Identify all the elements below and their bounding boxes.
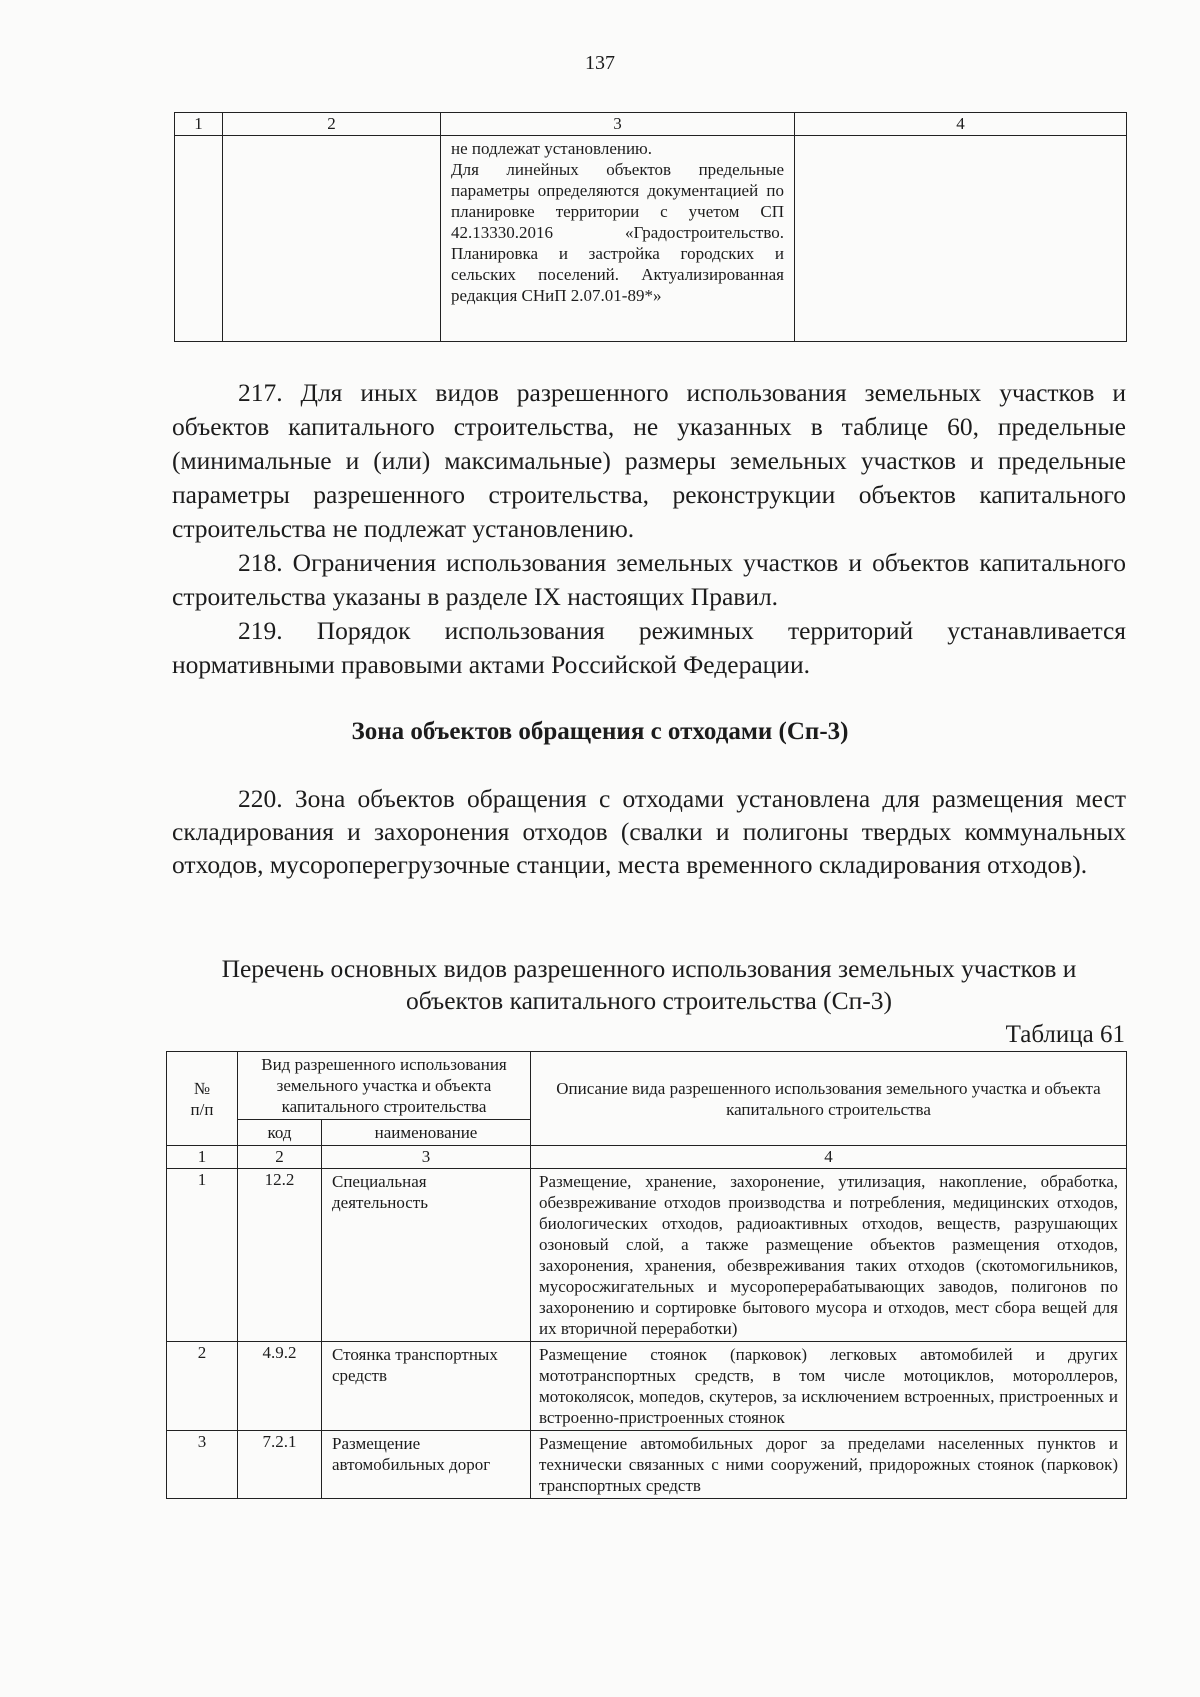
row-name: Размещение автомобильных дорог <box>322 1431 531 1499</box>
table-header-row <box>167 1052 1127 1120</box>
header-group: Вид разрешенного использования земельного участка и объекта капитального строительства <box>238 1052 531 1120</box>
row-description: Размещение автомобильных дорог за пределами населенных пунктов и технически связанных с ними сооружений, придорожных стоянок (парковок) транспортных средств <box>531 1431 1127 1499</box>
table-row <box>167 1431 1127 1499</box>
table-cell <box>223 136 441 342</box>
paragraph-218: 218. Ограничения использования земельных участков и объектов капитального строительства указаны в разделе IX настоящих Правил. <box>172 548 1126 611</box>
row-code: 7.2.1 <box>238 1431 322 1499</box>
list-title: Перечень основных видов разрешенного использования земельных участков и объектов капитального строительства (Сп-3) <box>221 954 1077 1015</box>
row-num: 2 <box>167 1342 238 1431</box>
col-number: 4 <box>795 113 1127 136</box>
col-number: 1 <box>167 1146 238 1169</box>
continuation-table <box>174 112 1127 342</box>
row-num: 3 <box>167 1431 238 1499</box>
row-num: 1 <box>167 1169 238 1342</box>
page-number: 137 <box>585 52 615 74</box>
header-num: № п/п <box>167 1052 238 1146</box>
header-description: Описание вида разрешенного использования земельного участка и объекта капитального строительства <box>531 1052 1127 1146</box>
col-number: 2 <box>238 1146 322 1169</box>
row-description: Размещение стоянок (парковок) легковых автомобилей и других мототранспортных средств, в том числе мотоциклов, мотороллеров, мотоколясок, мопедов, скутеров, за исключением встроенных, пристроенных и встроенно-пристроенных стоянок <box>531 1342 1127 1431</box>
table-column-numbers <box>167 1146 1127 1169</box>
table-61 <box>166 1051 1127 1499</box>
col-number: 1 <box>175 113 223 136</box>
col-number: 3 <box>322 1146 531 1169</box>
table-row <box>167 1342 1127 1431</box>
header-name: наименование <box>322 1120 531 1146</box>
table-row <box>175 136 1127 342</box>
row-code: 12.2 <box>238 1169 322 1342</box>
table-caption: Таблица 61 <box>1005 1021 1125 1048</box>
table-cell <box>175 136 223 342</box>
table-cell <box>441 136 795 342</box>
section-heading: Зона объектов обращения с отходами (Сп-3) <box>351 718 849 745</box>
paragraph-220: 220. Зона объектов обращения с отходами установлена для размещения мест складирования и захоронения отходов (свалки и полигоны твердых коммунальных отходов, мусороперегрузочные станции, места временного складирования отходов). <box>172 784 1126 879</box>
col-number: 4 <box>531 1146 1127 1169</box>
paragraph-219: 219. Порядок использования режимных территорий устанавливается нормативными правовыми актами Российской Федерации. <box>172 616 1126 679</box>
row-description: Размещение, хранение, захоронение, утилизация, накопление, обработка, обезвреживание отходов производства и потребления, медицинских отходов, биологических отходов, радиоактивных отходов, веществ, разрушающих озоновый слой, а также размещение объектов размещения отходов, захоронения, хранения, обезвреживания таких отходов (скотомогильников, мусоросжигательных и мусороперерабатывающих заводов, полигонов по захоронению и сортировке бытового мусора и отходов, мест сбора вещей для их вторичной переработки) <box>531 1169 1127 1342</box>
table-header-row <box>175 113 1127 136</box>
row-code: 4.9.2 <box>238 1342 322 1431</box>
col-number: 2 <box>223 113 441 136</box>
cell-line: Для линейных объектов предельные параметры определяются документацией по планировке территории с учетом СП 42.13330.2016 «Градостроительство. Планировка и застройка городских и сельских поселений. Актуализированная редакция СНиП 2.07.01-89*» <box>451 160 784 305</box>
cell-line: не подлежат установлению. <box>451 139 653 158</box>
table-cell <box>795 136 1127 342</box>
col-number: 3 <box>441 113 795 136</box>
row-name: Стоянка транспортных средств <box>322 1342 531 1431</box>
table-row <box>167 1169 1127 1342</box>
row-name: Специальная деятельность <box>322 1169 531 1342</box>
header-code: код <box>238 1120 322 1146</box>
paragraph-217: 217. Для иных видов разрешенного использования земельных участков и объектов капитального строительства, не указанных в таблице 60, предельные (минимальные и (или) максимальные) размеры земельных участков и предельные параметры разрешенного строительства, реконструкции объектов капитального строительства не подлежат установлению. <box>172 378 1126 543</box>
